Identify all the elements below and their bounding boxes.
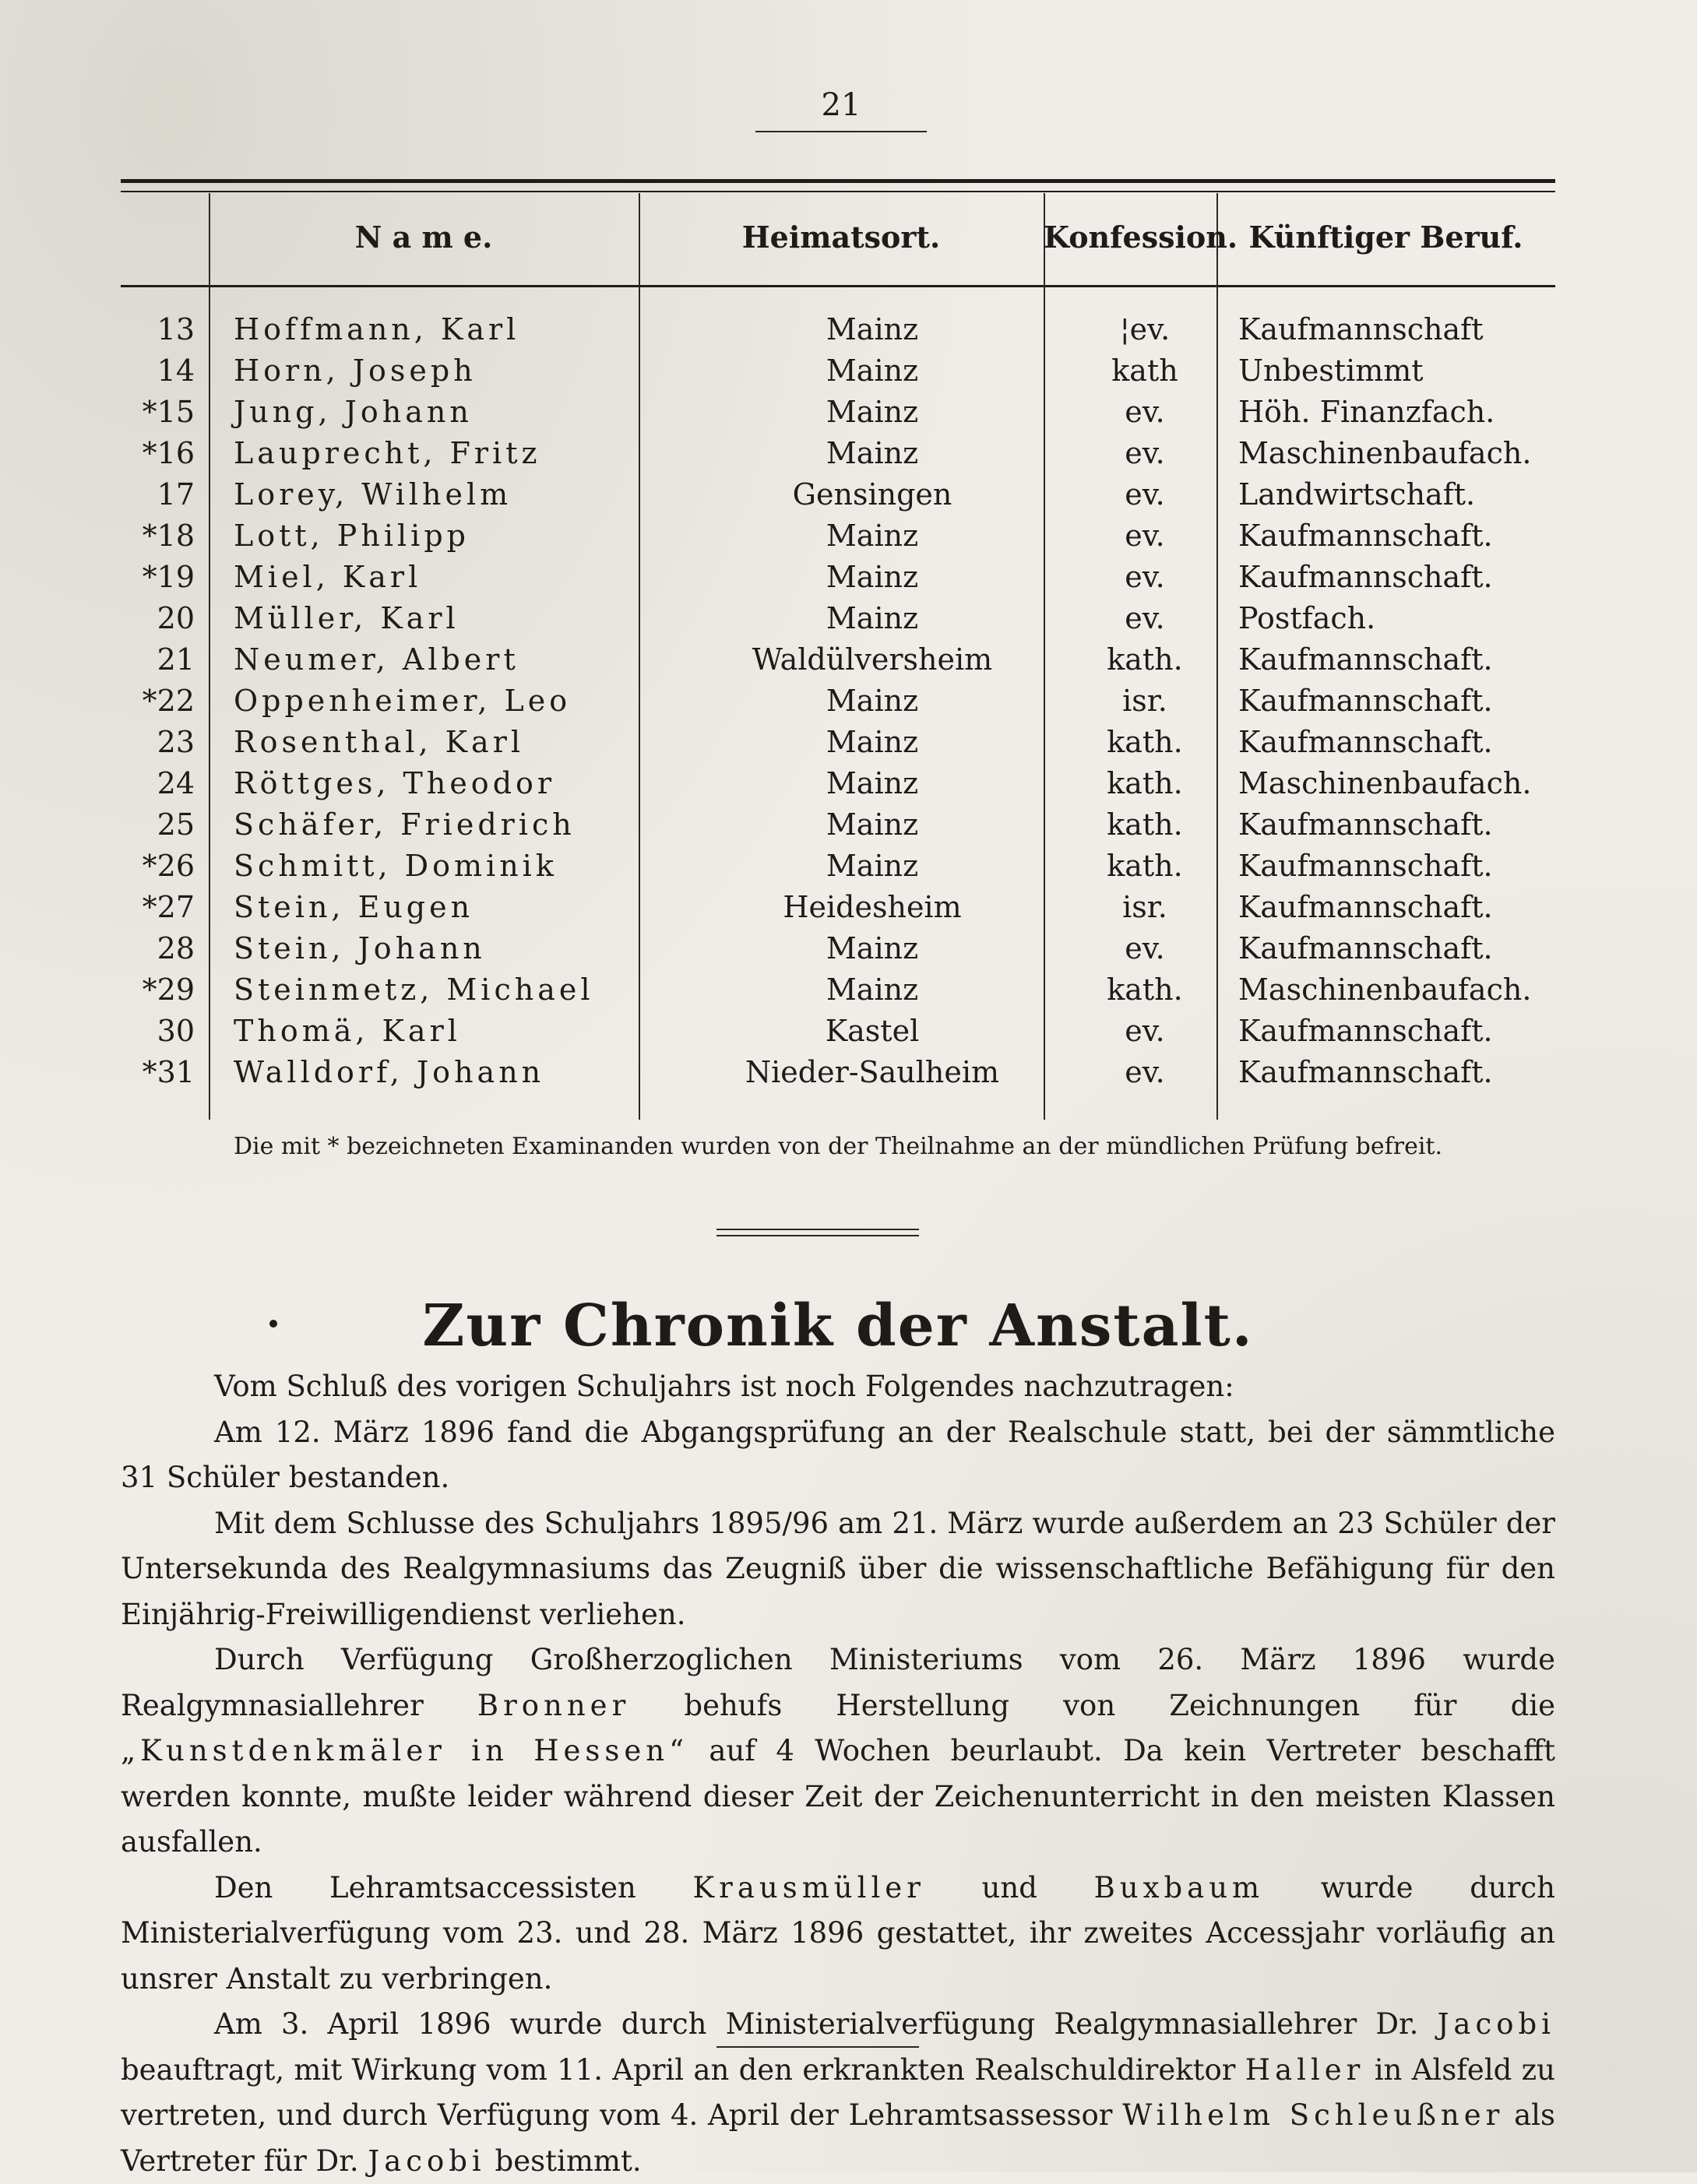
student-name: Oppenheimer, Leo	[234, 684, 572, 718]
hometown-cell: Mainz	[826, 395, 919, 429]
section-divider	[716, 1229, 919, 1230]
profession-cell: Kaufmannschaft.	[1238, 684, 1493, 718]
text-run: behufs Herstellung von Zeichnungen für die	[630, 1688, 1555, 1722]
confession-cell: ¦ev.	[1119, 312, 1171, 346]
page-number-rule	[755, 131, 927, 132]
hometown-cell: Nieder-Saulheim	[745, 1055, 1000, 1089]
chronicle-text	[121, 1364, 1555, 2184]
confession-cell: ev.	[1125, 395, 1165, 429]
table-row	[117, 681, 1558, 722]
confession-cell: isr.	[1122, 684, 1167, 718]
table-header-rule	[121, 285, 1555, 287]
confession-cell: ev.	[1125, 601, 1165, 635]
confession-cell: ev.	[1125, 477, 1165, 512]
profession-cell: Kaufmannschaft.	[1238, 519, 1493, 553]
row-number: 17	[157, 477, 195, 512]
paragraph: Vom Schluß des vorigen Schuljahrs ist noch Folgendes nachzutragen:	[214, 1370, 1234, 1403]
table-row	[117, 969, 1558, 1011]
table-footnote: Die mit * bezeichneten Examinanden wurden von der Theilnahme an der mündlichen Prüfung befreit.	[233, 1133, 1443, 1160]
student-name: Steinmetz, Michael	[234, 972, 594, 1007]
hometown-cell: Mainz	[826, 766, 919, 800]
student-name: Schmitt, Dominik	[234, 849, 558, 883]
section-divider	[716, 1235, 919, 1236]
row-number: 21	[157, 642, 195, 677]
confession-cell: kath.	[1107, 642, 1183, 677]
confession-cell: ev.	[1125, 1014, 1165, 1048]
row-number: 25	[157, 807, 195, 842]
confession-cell: ev.	[1125, 560, 1165, 594]
profession-cell: Postfach.	[1238, 601, 1376, 635]
text-run: Den Lehramtsaccessisten	[214, 1870, 693, 1904]
student-name: Neumer, Albert	[234, 642, 519, 677]
profession-cell: Kaufmannschaft.	[1238, 725, 1493, 759]
hometown-cell: Mainz	[826, 519, 919, 553]
student-name: Thomä, Karl	[234, 1014, 461, 1048]
person-name: Jacobi	[1437, 2007, 1555, 2041]
student-name: Jung, Johann	[234, 395, 473, 429]
text-run: auf 4 Wochen beurlaubt. Da kein Vertreter beschafft werden konnte, mußte leider während dieser Zeit der Zeichenunterricht in den meisten Klassen ausfallen.	[121, 1734, 1555, 1859]
student-name: Horn, Joseph	[234, 353, 477, 388]
table-row	[117, 557, 1558, 598]
profession-cell: Maschinenbaufach.	[1238, 436, 1532, 470]
student-name: Lauprecht, Fritz	[234, 436, 541, 470]
header-profession: Künftiger Beruf.	[1248, 220, 1523, 255]
section-title: Zur Chronik der Anstalt.	[422, 1292, 1254, 1359]
person-name: Bronner	[477, 1688, 631, 1722]
paragraph: Am 12. März 1896 fand die Abgangsprüfung an der Realschule statt, bei der sämmtliche 31 Schüler bestanden.	[121, 1415, 1555, 1494]
person-name: Haller	[1245, 2052, 1365, 2087]
table-row	[117, 887, 1558, 928]
student-name: Röttges, Theodor	[234, 766, 556, 800]
paragraph	[121, 1637, 1555, 1866]
hometown-cell: Waldülversheim	[752, 642, 993, 677]
profession-cell: Maschinenbaufach.	[1238, 766, 1532, 800]
text-run: bestimmt.	[485, 2144, 642, 2178]
profession-cell: Kaufmannschaft.	[1238, 849, 1493, 883]
row-number: 30	[157, 1014, 195, 1048]
confession-cell: kath.	[1107, 807, 1183, 842]
student-name: Lorey, Wilhelm	[234, 477, 512, 512]
text-run: Am 3. April 1896 wurde durch Ministerialverfügung Realgymnasiallehrer Dr.	[214, 2007, 1438, 2041]
row-number: 23	[157, 725, 195, 759]
text-run: als Vertreter für Dr.	[121, 2098, 1555, 2178]
hometown-cell: Gensingen	[792, 477, 952, 512]
confession-cell: ev.	[1125, 1055, 1165, 1089]
confession-cell: isr.	[1122, 890, 1167, 924]
row-number: 24	[157, 766, 195, 800]
row-number: *27	[142, 890, 195, 924]
hometown-cell: Mainz	[826, 312, 919, 346]
page-number: 21	[821, 87, 861, 123]
profession-cell: Kaufmannschaft.	[1238, 807, 1493, 842]
person-name: Wilhelm Schleußner	[1122, 2098, 1505, 2132]
hometown-cell: Mainz	[826, 601, 919, 635]
table-row	[117, 763, 1558, 804]
profession-cell: Kaufmannschaft.	[1238, 1014, 1493, 1048]
confession-cell: kath.	[1107, 972, 1183, 1007]
table-row	[117, 598, 1558, 639]
row-number: *29	[142, 972, 195, 1007]
student-name: Stein, Eugen	[234, 890, 474, 924]
hometown-cell: Mainz	[826, 849, 919, 883]
table-row	[117, 846, 1558, 887]
row-number: *18	[142, 519, 195, 553]
table-row	[117, 474, 1558, 515]
table-row	[117, 639, 1558, 681]
hometown-cell: Mainz	[826, 725, 919, 759]
table-row	[117, 392, 1558, 433]
header-name: N a m e.	[354, 220, 493, 255]
table-row	[117, 804, 1558, 846]
table-row	[117, 1011, 1558, 1052]
row-number: *31	[142, 1055, 195, 1089]
row-number: 20	[157, 601, 195, 635]
person-name: Jacobi	[368, 2144, 486, 2178]
header-confession: Konfession.	[1044, 220, 1238, 255]
confession-cell: ev.	[1125, 519, 1165, 553]
confession-cell: kath.	[1107, 766, 1183, 800]
text-run: beauftragt, mit Wirkung vom 11. April an den erkrankten Realschuldirektor	[121, 2052, 1245, 2087]
row-number: *26	[142, 849, 195, 883]
header-hometown: Heimatsort.	[741, 220, 941, 255]
text-run: in Alsfeld zu vertreten, und durch Verfügung vom 4. April der Lehramtsassessor	[121, 2052, 1555, 2132]
row-number: *15	[142, 395, 195, 429]
paragraph	[121, 1866, 1555, 2003]
student-name: Miel, Karl	[234, 560, 422, 594]
table-row	[117, 928, 1558, 969]
profession-cell: Maschinenbaufach.	[1238, 972, 1532, 1007]
hometown-cell: Mainz	[826, 436, 919, 470]
row-number: 13	[157, 312, 195, 346]
hometown-cell: Mainz	[826, 807, 919, 842]
student-name: Stein, Johann	[234, 931, 486, 965]
hometown-cell: Heidesheim	[783, 890, 962, 924]
table-row	[117, 309, 1558, 350]
row-number: *19	[142, 560, 195, 594]
profession-cell: Kaufmannschaft.	[1238, 1055, 1493, 1089]
hometown-cell: Mainz	[826, 560, 919, 594]
profession-cell: Kaufmannschaft.	[1238, 890, 1493, 924]
paragraph	[121, 2002, 1555, 2184]
profession-cell: Kaufmannschaft.	[1238, 642, 1493, 677]
student-name: Lott, Philipp	[234, 519, 470, 553]
row-number: *22	[142, 684, 195, 718]
work-title: „Kunstdenkmäler in Hessen“	[121, 1734, 689, 1767]
text-run: und	[924, 1870, 1094, 1904]
confession-cell: ev.	[1125, 436, 1165, 470]
confession-cell: ev.	[1125, 931, 1165, 965]
hometown-cell: Mainz	[826, 972, 919, 1007]
confession-cell: kath.	[1107, 849, 1183, 883]
student-name: Hoffmann, Karl	[234, 312, 520, 346]
table-top-rule	[121, 179, 1555, 192]
row-number: *16	[142, 436, 195, 470]
text-run: Durch Verfügung Großherzoglichen Ministeriums vom 26. März 1896 wurde Realgymnasiallehrer	[121, 1643, 1555, 1722]
person-name: Krausmüller	[692, 1870, 925, 1904]
table-row	[117, 515, 1558, 557]
profession-cell: Kaufmannschaft	[1238, 312, 1484, 346]
person-name: Buxbaum	[1093, 1870, 1265, 1904]
hometown-cell: Mainz	[826, 931, 919, 965]
row-number: 14	[157, 353, 195, 388]
table-row	[117, 350, 1558, 392]
profession-cell: Landwirtschaft.	[1238, 477, 1476, 512]
table-row	[117, 433, 1558, 474]
hometown-cell: Kastel	[825, 1014, 920, 1048]
hometown-cell: Mainz	[826, 353, 919, 388]
table-row	[117, 722, 1558, 763]
profession-cell: Kaufmannschaft.	[1238, 560, 1493, 594]
student-name: Rosenthal, Karl	[234, 725, 525, 759]
profession-cell: Höh. Finanzfach.	[1238, 395, 1495, 429]
profession-cell: Kaufmannschaft.	[1238, 931, 1493, 965]
text-run: wurde durch Ministerialverfügung vom 23. und 28. März 1896 gestattet, ihr zweites Accessjahr vorläufig an unsrer Anstalt zu verbringen.	[121, 1870, 1555, 1996]
profession-cell: Unbestimmt	[1238, 353, 1424, 388]
confession-cell: kath.	[1107, 725, 1183, 759]
row-number: 28	[157, 931, 195, 965]
student-name: Walldorf, Johann	[234, 1055, 545, 1089]
paragraph: Mit dem Schlusse des Schuljahrs 1895/96 am 21. März wurde außerdem an 23 Schüler der Untersekunda des Realgymnasiums das Zeugniß über die wissenschaftliche Befähigung für den Einjährig-Freiwilligendienst verliehen.	[121, 1506, 1555, 1631]
student-name: Müller, Karl	[234, 601, 459, 635]
student-name: Schäfer, Friedrich	[234, 807, 576, 842]
end-rule	[716, 2046, 919, 2048]
table-row	[117, 1052, 1558, 1093]
confession-cell: kath	[1111, 353, 1178, 388]
hometown-cell: Mainz	[826, 684, 919, 718]
